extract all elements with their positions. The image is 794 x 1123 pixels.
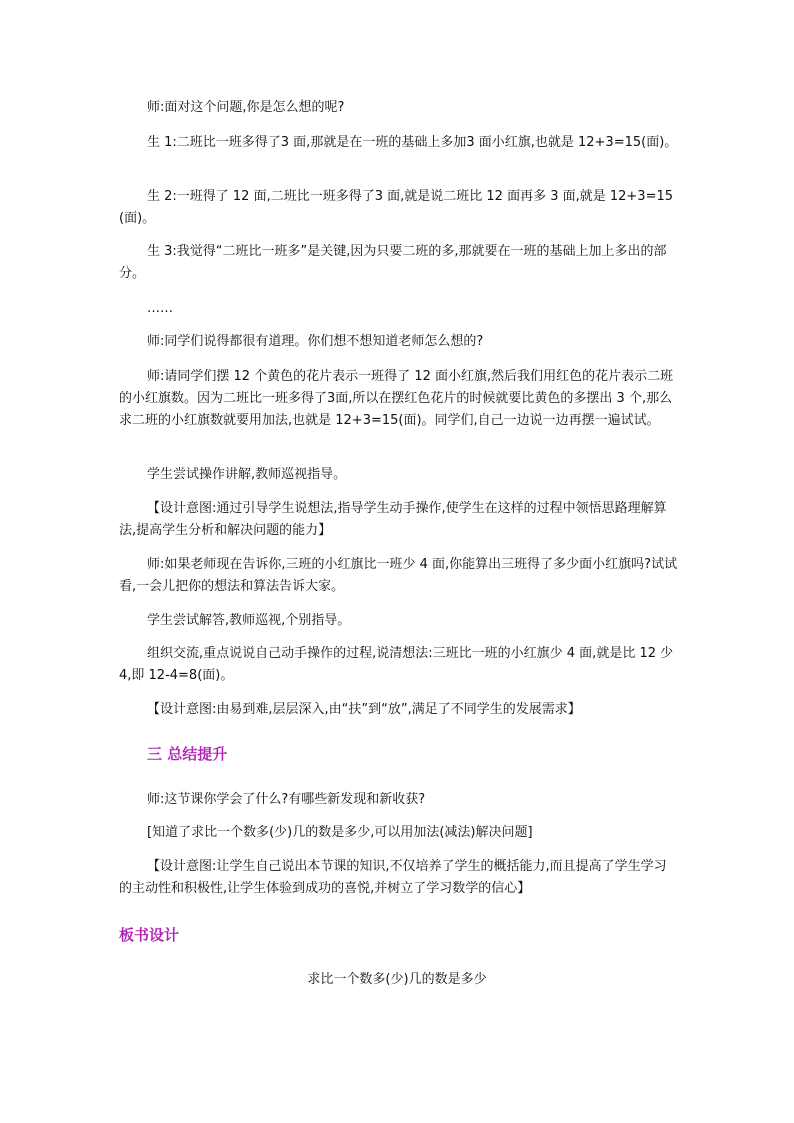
paragraph-student-practice: 学生尝试操作讲解,教师巡视指导。 <box>147 467 347 482</box>
paragraph-summary-answer: [知道了求比一个数多(少)几的数是多少,可以用加法(减法)解决问题] <box>147 825 533 840</box>
section-heading-board-design: 板书设计 <box>119 926 180 944</box>
paragraph-student-2: 生 2:一班得了 12 面,二班比一班多得了3 面,就是说二班比 12 面再多 3 面,就是 12+3=15(面)。 <box>119 189 674 226</box>
paragraph-design-intent-2: 【设计意图:由易到难,层层深入,由“扶”到“放”,满足了不同学生的发展需求】 <box>147 702 581 717</box>
paragraph-discussion: 组织交流,重点说说自己动手操作的过程,说清想法:三班比一班的小红旗少 4 面,就是比 12 少 4,即 12-4=8(面)。 <box>119 646 674 683</box>
paragraph-student-3: 生 3:我觉得“二班比一班多”是关键,因为只要二班的多,那就要在一班的基础上加上多出的部分。 <box>119 244 667 281</box>
paragraph-teacher-challenge: 师:如果老师现在告诉你,三班的小红旗比一班少 4 面,你能算出三班得了多少面小红旗吗?试试看,一会儿把你的想法和算法告诉大家。 <box>119 557 678 594</box>
paragraph-teacher-response: 师:同学们说得都很有道理。你们想不想知道老师怎么想的? <box>147 334 484 349</box>
paragraph-teacher-summary-question: 师:这节课你学会了什么?有哪些新发现和新收获? <box>147 792 426 807</box>
paragraph-design-intent-1: 【设计意图:通过引导学生说想法,指导学生动手操作,使学生在这样的过程中领悟思路理解算法,提高学生分析和解决问题的能力】 <box>119 501 667 538</box>
paragraph-design-intent-3: 【设计意图:让学生自己说出本节课的知识,不仅培养了学生的概括能力,而且提高了学生学习的主动性和积极性,让学生体验到成功的喜悦,并树立了学习数学的信心】 <box>119 859 667 896</box>
paragraph-teacher-question: 师:面对这个问题,你是怎么想的呢? <box>147 100 345 115</box>
board-design-title: 求比一个数多(少)几的数是多少 <box>307 972 487 987</box>
paragraph-teacher-demo: 师:请同学们摆 12 个黄色的花片表示一班得了 12 面小红旗,然后我们用红色的花片表示二班的小红旗数。因为二班比一班多得了3面,所以在摆红色花片的时候就要比黄色的多摆出 3 个,那么求二班的小红旗数就要用加法,也就是 12+3=15(面)。同学们,自己一边说一边再摆一遍试试。 <box>119 369 674 428</box>
paragraph-student-solve: 学生尝试解答,教师巡视,个别指导。 <box>147 613 351 628</box>
paragraph-student-1: 生 1:二班比一班多得了3 面,那就是在一班的基础上多加3 面小红旗,也就是 12+3=15(面)。 <box>147 135 678 150</box>
paragraph-ellipsis: …… <box>147 301 173 316</box>
section-heading-summary: 三 总结提升 <box>147 745 228 763</box>
